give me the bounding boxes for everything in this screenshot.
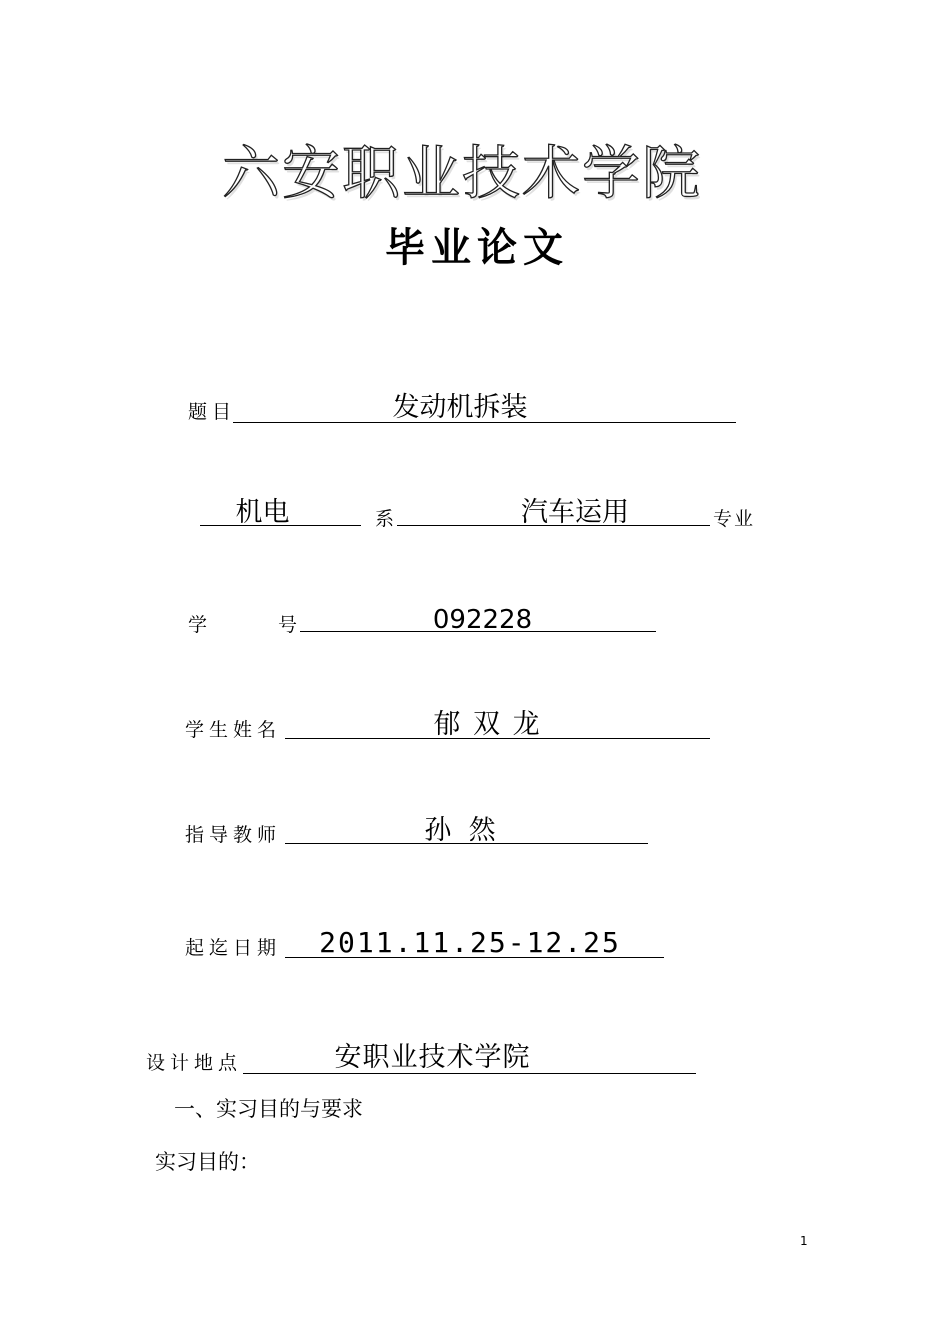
location-label: 设计地点 <box>146 1052 243 1074</box>
student-id-label-1: 学 <box>188 614 213 636</box>
document-title: 毕业论文 <box>385 225 569 271</box>
sub-heading: 实习目的： <box>155 1150 260 1174</box>
major-value: 汽车运用 <box>521 497 629 528</box>
section-heading: 一、实习目的与要求 <box>174 1097 363 1121</box>
topic-value: 发动机拆装 <box>392 392 528 423</box>
date-value: 2011.11.25-12.25 <box>319 926 621 959</box>
student-name-label: 学生姓名 <box>185 719 282 741</box>
advisor-value: 孙 然 <box>424 815 496 846</box>
department-value: 机电 <box>235 497 290 528</box>
location-value: 安职业技术学院 <box>334 1042 531 1073</box>
major-suffix: 专业 <box>713 508 756 530</box>
date-label: 起迄日期 <box>185 937 282 959</box>
student-name-value: 郁 双 龙 <box>433 709 542 740</box>
advisor-label: 指导教师 <box>185 824 282 846</box>
student-id-label-2: 号 <box>278 614 303 636</box>
student-id-value: 092228 <box>432 605 533 635</box>
institution-title: 六安职业技术学院 <box>222 139 703 207</box>
page-number: 1 <box>800 1234 808 1248</box>
topic-label: 题目 <box>188 401 237 423</box>
department-suffix: 系 <box>375 508 400 530</box>
